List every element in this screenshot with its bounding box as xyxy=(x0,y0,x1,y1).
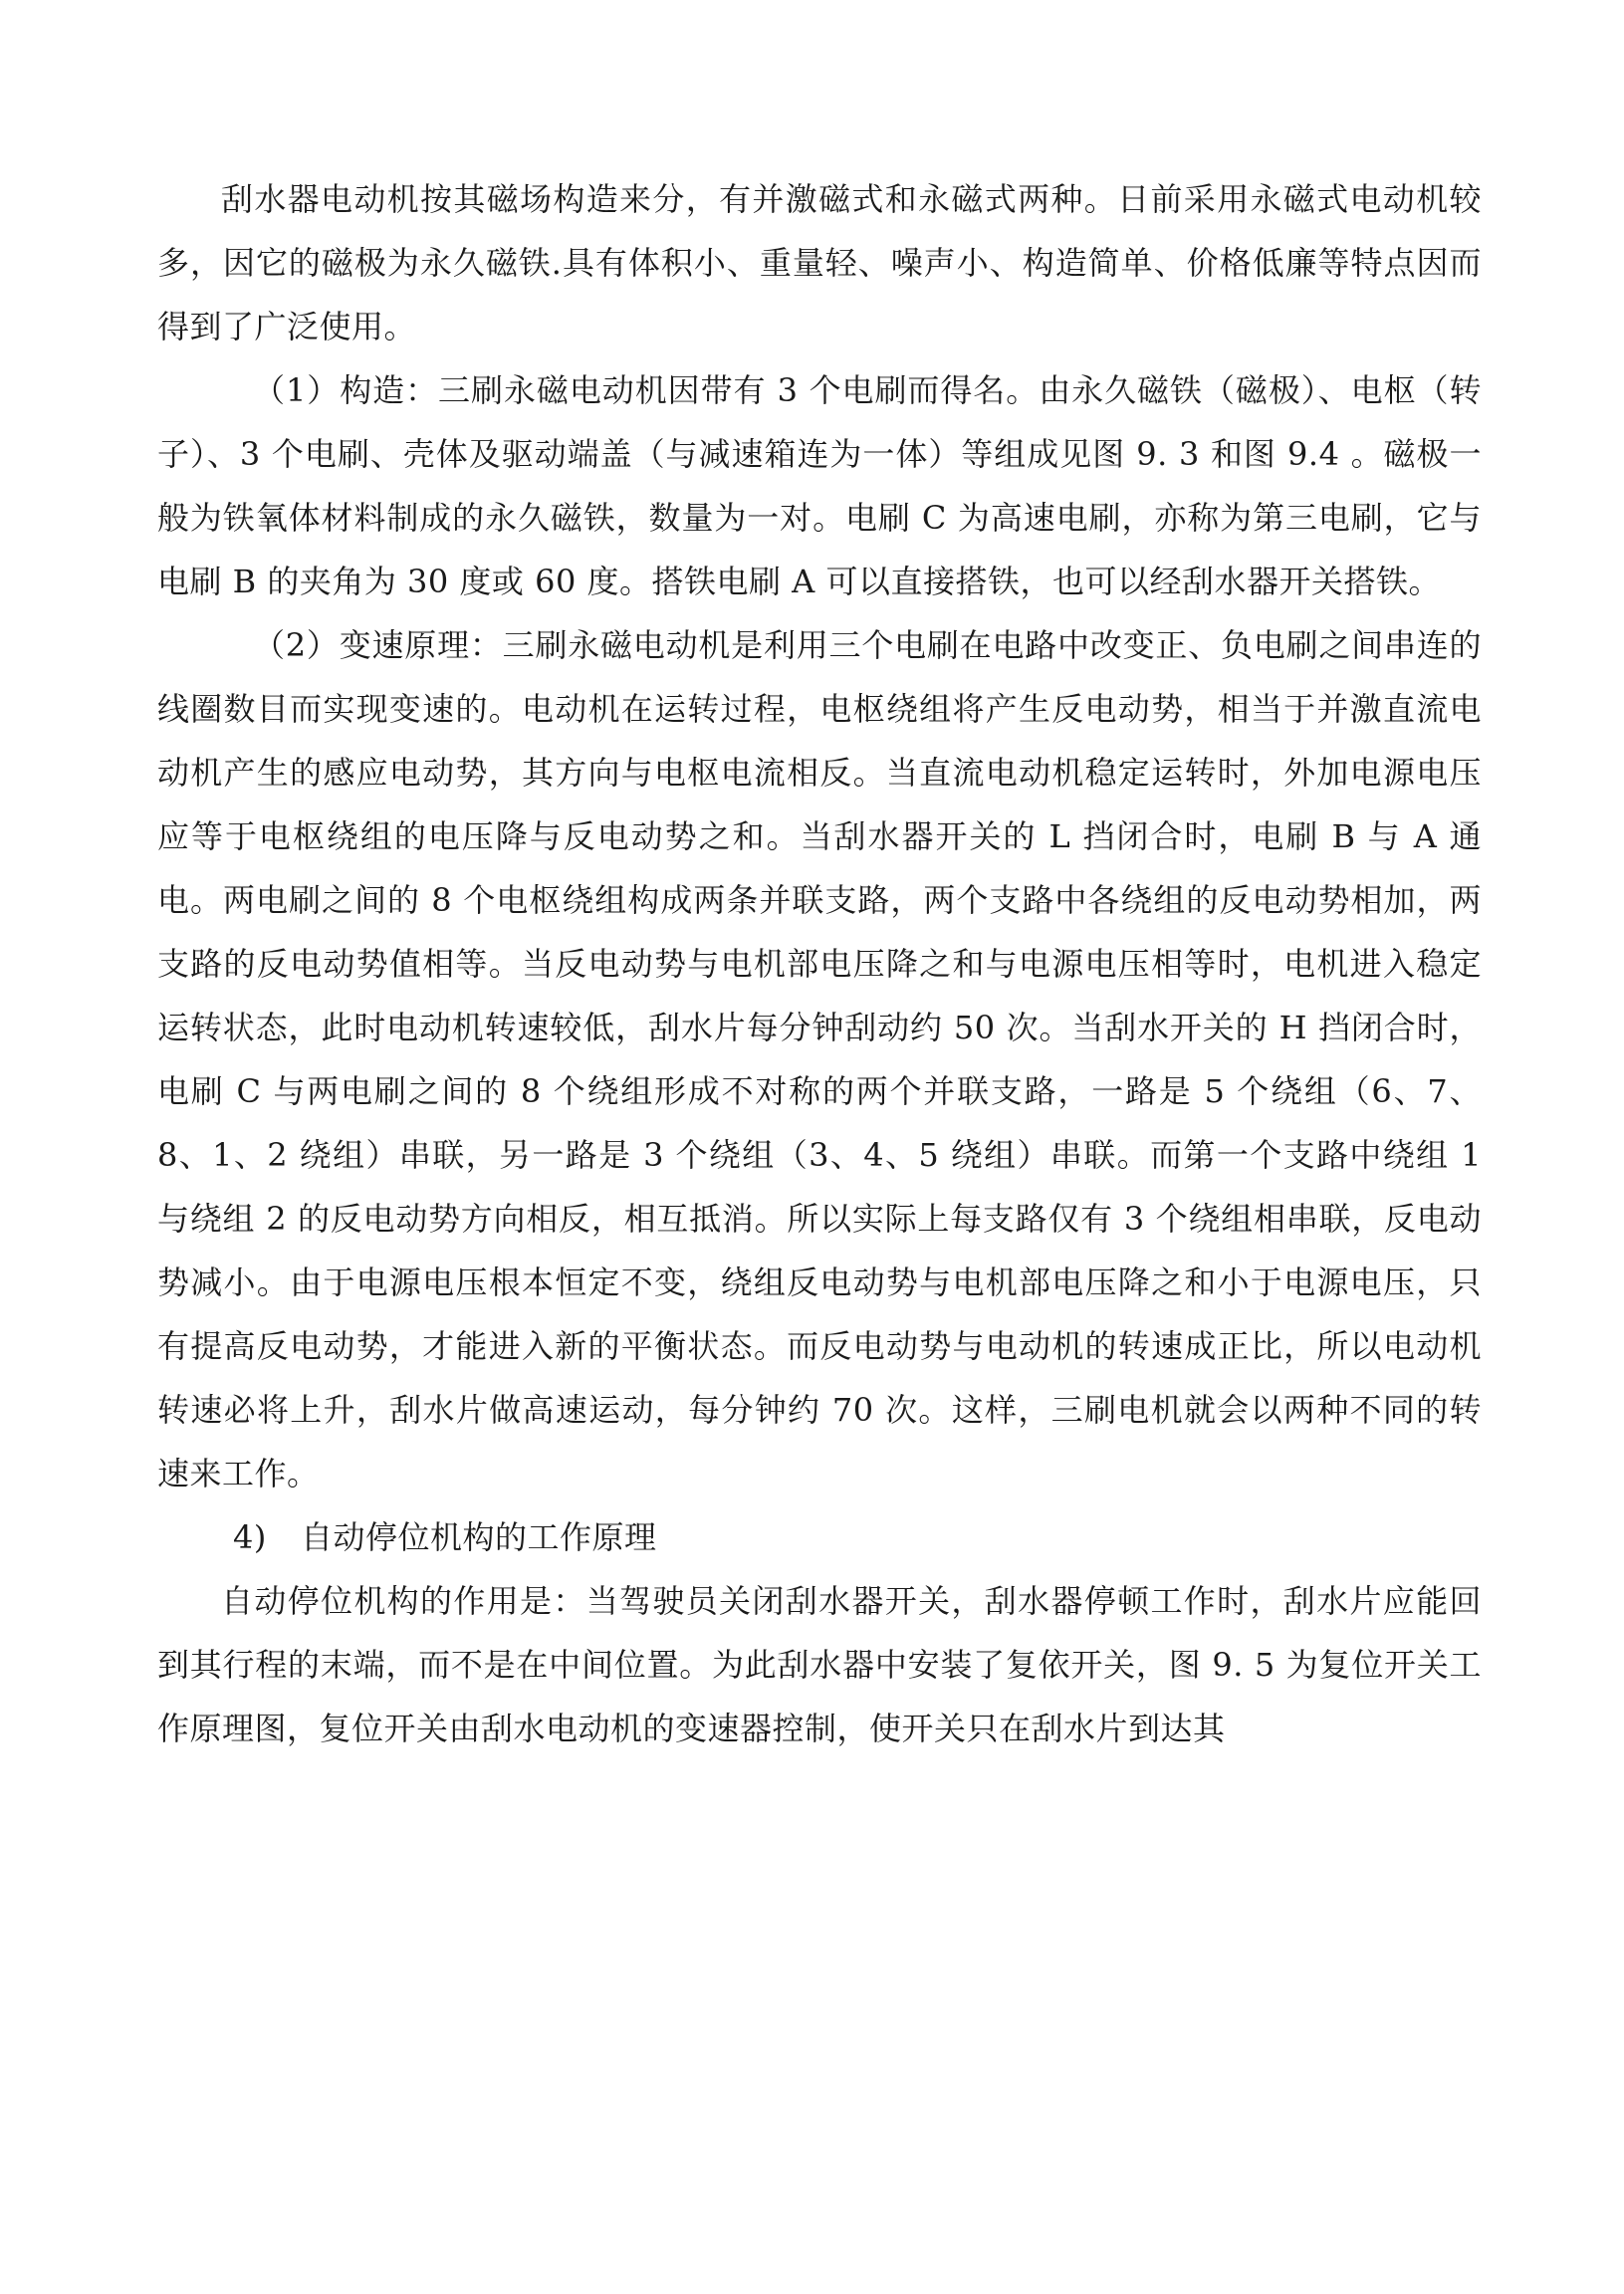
section-heading-title: 自动停位机构的工作原理 xyxy=(301,1518,657,1556)
section-heading-number: 4) xyxy=(233,1518,267,1556)
section-heading xyxy=(157,1505,1482,1569)
paragraph-speed-principle: （2）变速原理：三刷永磁电动机是利用三个电刷在电路中改变正、负电刷之间串连的线圈数目而实现变速的。电动机在运转过程，电枢绕组将产生反电动势，相当于并激直流电动机产生的感应电动势，其方向与电枢电流相反。当直流电动机稳定运转时，外加电源电压应等于电枢绕组的电压降与反电动势之和。当刮水器开关的 L 挡闭合时，电刷 B 与 A 通电。两电刷之间的 8 个电枢绕组构成两条并联支路，两个支路中各绕组的反电动势相加，两支路的反电动势值相等。当反电动势与电机部电压降之和与电源电压相等时，电机进入稳定运转状态，此时电动机转速较低，刮水片每分钟刮动约 50 次。当刮水开关的 H 挡闭合时，电刷 C 与两电刷之间的 8 个绕组形成不对称的两个并联支路，一路是 5 个绕组（6、7、8、1、2 绕组）串联，另一路是 3 个绕组（3、4、5 绕组）串联。而第一个支路中绕组 1 与绕组 2 的反电动势方向相反，相互抵消。所以实际上每支路仅有 3 个绕组相串联，反电动势减小。由于电源电压根本恒定不变，绕组反电动势与电机部电压降之和小于电源电压，只有提高反电动势，才能进入新的平衡状态。而反电动势与电动机的转速成正比，所以电动机转速必将上升，刮水片做高速运动，每分钟约 70 次。这样，三刷电机就会以两种不同的转速来工作。 xyxy=(157,626,1482,1492)
paragraph-motor-types: 刮水器电动机按其磁场构造来分，有并激磁式和永磁式两种。日前采用永磁式电动机较多，因它的磁极为永久磁铁.具有体积小、重量轻、噪声小、构造简单、价格低廉等特点因而得到了广泛使用。 xyxy=(157,180,1482,345)
paragraph-construction: （1）构造：三刷永磁电动机因带有 3 个电刷而得名。由永久磁铁（磁极）、电枢（转子）、3 个电刷、壳体及驱动端盖（与减速箱连为一体）等组成见图 9. 3 和图 9.4 。磁极一般为铁氧体材料制成的永久磁铁，数量为一对。电刷 C 为高速电刷，亦称为第三电刷，它与电刷 B 的夹角为 30 度或 60 度。搭铁电刷 A 可以直接搭铁，也可以经刮水器开关搭铁。 xyxy=(157,371,1482,600)
document-body xyxy=(157,167,1482,1760)
paragraph-auto-stop: 自动停位机构的作用是：当驾驶员关闭刮水器开关，刮水器停顿工作时，刮水片应能回到其行程的末端，而不是在中间位置。为此刮水器中安装了复依开关，图 9. 5 为复位开关工作原理图，复位开关由刮水电动机的变速器控制，使开关只在刮水片到达其 xyxy=(157,1582,1482,1747)
